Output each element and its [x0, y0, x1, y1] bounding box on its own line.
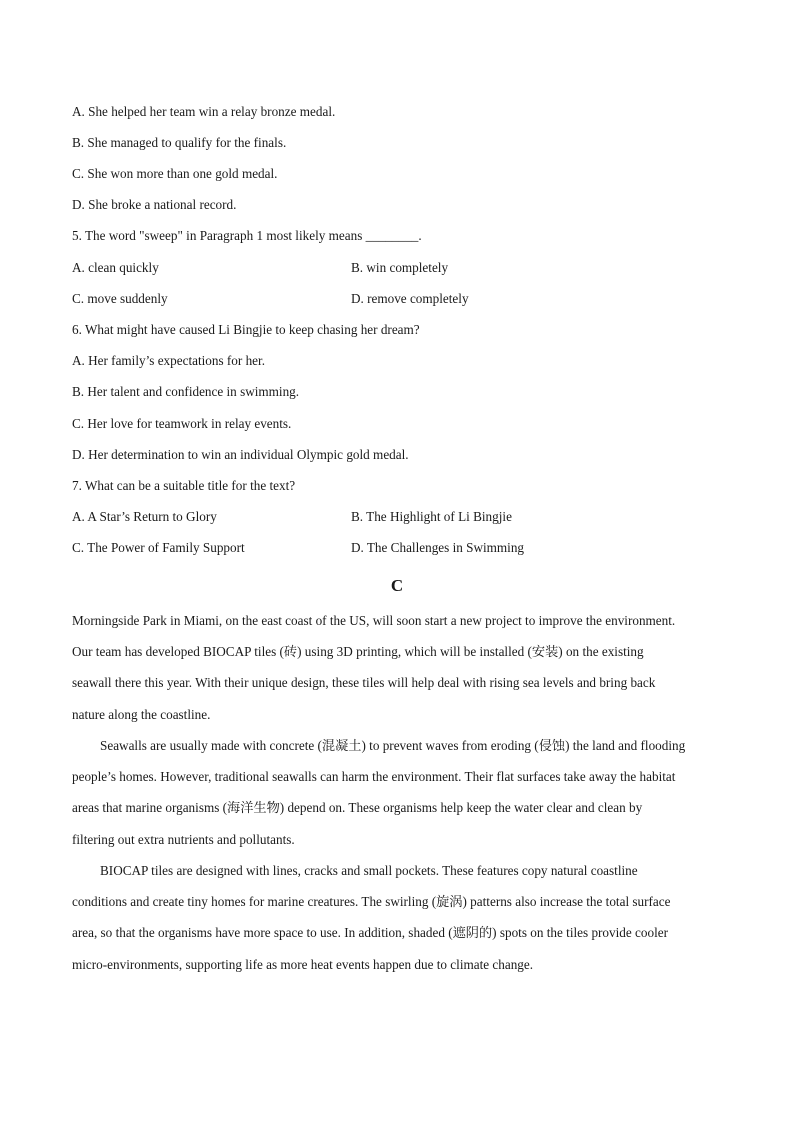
q6-option-a: A. Her family’s expectations for her. — [72, 353, 265, 368]
passage-line: micro-environments, supporting life as more heat events happen due to climate change. — [72, 956, 534, 972]
q4-option-d: D. She broke a national record. — [72, 197, 237, 212]
q7-option-a: A. A Star’s Return to Glory — [72, 509, 217, 524]
q6-option-d: D. Her determination to win an individual Olympic gold medal. — [72, 447, 409, 462]
passage-line: BIOCAP tiles are designed with lines, cracks and small pockets. These features copy natural coastline — [100, 863, 638, 878]
q7-option-c: C. The Power of Family Support — [72, 540, 245, 555]
passage-line: area, so that the organisms have more space to use. In addition, shaded (遮阴的) spots on the tiles provide cooler — [72, 925, 668, 941]
passage-line: conditions and create tiny homes for marine creatures. The swirling (旋涡) patterns also increase the total surface — [72, 894, 671, 910]
passage-line: nature along the coastline. — [72, 706, 211, 722]
q6-stem: 6. What might have caused Li Bingjie to keep chasing her dream? — [72, 322, 420, 337]
q7-option-d: D. The Challenges in Swimming — [351, 540, 525, 555]
q5-option-a: A. clean quickly — [72, 260, 159, 275]
q7-stem: 7. What can be a suitable title for the text? — [72, 478, 296, 493]
passage-line: areas that marine organisms (海洋生物) depend on. These organisms help keep the water clear and clean by — [72, 800, 643, 816]
q6-option-c: C. Her love for teamwork in relay events. — [72, 416, 292, 431]
passage-paragraph-2 — [72, 730, 722, 855]
q5-stem: 5. The word "sweep" in Paragraph 1 most likely means ________. — [72, 228, 422, 243]
q4-option-c: C. She won more than one gold medal. — [72, 166, 278, 181]
passage-line: Our team has developed BIOCAP tiles (砖) using 3D printing, which will be installed (安装) on the existing — [72, 644, 644, 660]
passage-line: seawall there this year. With their unique design, these tiles will help deal with rising sea levels and bring back — [72, 675, 656, 691]
passage-line: Seawalls are usually made with concrete (混凝土) to prevent waves from eroding (侵蚀) the land and flooding — [100, 738, 686, 753]
q4-option-b: B. She managed to qualify for the finals. — [72, 135, 287, 150]
q5-option-c: C. move suddenly — [72, 291, 168, 306]
q4-option-a: A. She helped her team win a relay bronze medal. — [72, 104, 336, 119]
passage-line: Morningside Park in Miami, on the east coast of the US, will soon start a new project to improve the environment. — [72, 613, 676, 628]
passage-line: filtering out extra nutrients and pollutants. — [72, 831, 295, 847]
q5-option-d: D. remove completely — [351, 291, 469, 306]
section-heading: C — [390, 576, 404, 595]
passage-paragraph-1 — [72, 605, 722, 730]
q6-option-b: B. Her talent and confidence in swimming. — [72, 384, 300, 399]
q5-option-b: B. win completely — [351, 260, 449, 275]
q7-option-b: B. The Highlight of Li Bingjie — [351, 509, 512, 524]
passage-line: people’s homes. However, traditional seawalls can harm the environment. Their flat surfaces take away the habitat — [72, 769, 676, 785]
passage-paragraph-3 — [72, 855, 722, 980]
